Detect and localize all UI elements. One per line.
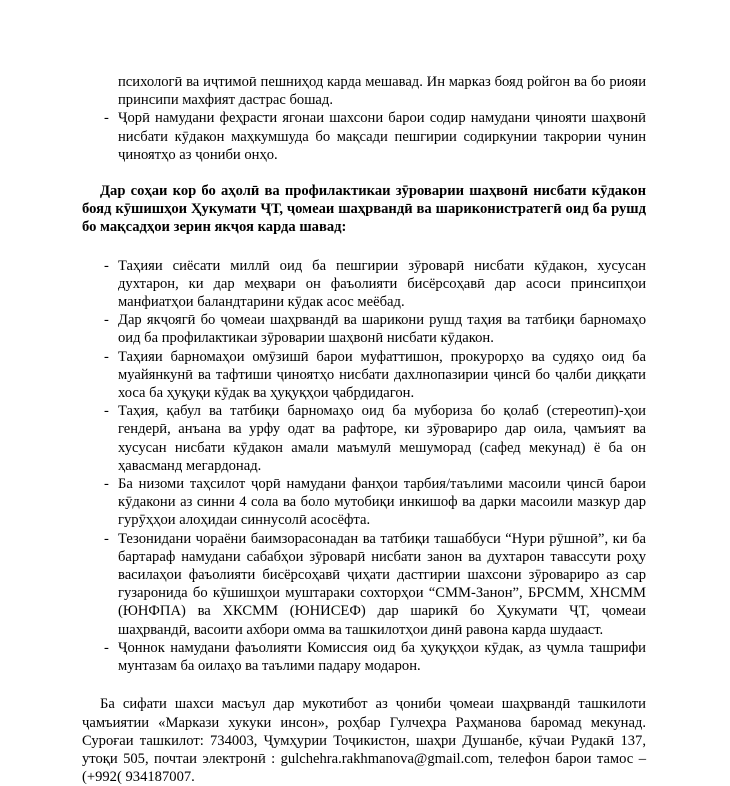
list-item (82, 348, 646, 403)
spacer (82, 237, 646, 257)
bullet-dash: - (104, 639, 109, 656)
list-item (82, 639, 646, 675)
list-item-text: Ба низоми таҳсилот ҷорӣ намудани фанҳои тарбия/таълими масоили ҷинсӣ барои кӯдакони аз синни 4 сола ва боло мутобиқи инкишоф ва дарки масоили мазкур дар гурӯҳҳои алоҳидаи синнусолӣ асосёфта. (118, 476, 646, 529)
bullet-dash: - (104, 476, 109, 493)
bullet-list-1 (82, 109, 646, 164)
bullet-list-2 (82, 257, 646, 676)
list-item (82, 530, 646, 639)
list-item (82, 475, 646, 530)
spacer (82, 675, 646, 695)
bullet-dash: - (104, 257, 109, 274)
continuation-paragraph: психологӣ ва иҷтимоӣ пешниҳод карда мешавад. Ин марказ бояд ройгон ва бо риояи принсипи махфият дастрас бошад. (118, 74, 646, 109)
bullet-dash: - (104, 312, 109, 329)
list-item-text: Таҳия, қабул ва татбиқи барномаҳо оид ба мубориза бо қолаб (стереотип)-ҳои гендерӣ, анъана ва урфу одат ва рафторе, ки зӯровариро дар оила, ҷамъият ва хусусан нисбати кӯдакон амали маъмулӣ мешуморад (сафед мекунад) ё ба он ҳавасманд мегардонад. (118, 403, 646, 474)
list-item-text: Дар якҷоягӣ бо ҷомеаи шаҳрвандӣ ва шарикони рушд таҳия ва татбиқи барномаҳо оид ба профилактикаи зӯроварии шаҳвонӣ нисбати кӯдакон. (118, 312, 646, 347)
bullet-dash: - (104, 348, 109, 365)
list-item-text: Таҳияи барномаҳои омӯзишӣ барои муфаттишон, прокурорҳо ва судяҳо оид ба муайянкунӣ ва тафтиши ҷиноятҳо нисбати дахлнопазирии ҷинсӣ бо ҷалби диққати хоса ба ҳуқуқи кӯдак ва ҳуқуқҳои ҷабрдидагон. (118, 348, 646, 402)
list-item-text: Ҷорӣ намудани феҳрасти ягонаи шахсони барои содир намудани ҷинояти шаҳвонӣ нисбати кӯдакон маҳкумшуда бо мақсади пешгирии содиркунии такрории чунин ҷиноятҳо аз ҷониби онҳо. (118, 110, 646, 163)
list-item (82, 311, 646, 347)
bullet-dash: - (104, 110, 109, 127)
list-item (82, 257, 646, 312)
bullet-dash: - (104, 403, 109, 420)
document-page (82, 73, 646, 786)
list-item (82, 402, 646, 475)
list-item-text: Тезонидани чораёни баимзорасонадан ва татбиқи ташаббуси “Нури рӯшноӣ”, ки ба бартараф намудани сабабҳои зӯроварӣ нисбати занон ва духтарон тавассути роҳу василаҳои фаъолияти бисёрсоҳавӣ ҷиҳати дастгирии шахсони зӯровариро аз сар гузаронида бо кӯшишҳои муштараки сохторҳои “СММ-Занон”, БРСММ, ХНСММ (ЮНФПА) ва ХКСММ (ЮНИСЕФ) дар шарикӣ бо Ҳукумати ҶТ, ҷомеаи шаҳрвандӣ, васоити ахбори омма ва ташкилотҳои динӣ равона карда шудааст. (118, 530, 646, 638)
section-heading: Дар соҳаи кор бо аҳолӣ ва профилактикаи зӯроварии шаҳвонӣ нисбати кӯдакон бояд кӯшишҳои Ҳукумати ҶТ, ҷомеаи шаҳрвандӣ ва шариконистратегӣ оид ба рушд бо мақсадҳои зерин якҷоя карда шавад: (82, 183, 646, 236)
closing-paragraph: Ба сифати шахси масъул дар мукотибот аз ҷониби ҷомеаи шаҳрвандӣ ташкилоти ҷамъиятии «Маркази хукуки инсон», роҳбар Гулчеҳра Раҳманова баромад мекунад. Суроғаи ташкилот: 734003, Ҷумҳурии Тоҷикистон, шаҳри Душанбе, кӯчаи Рудакӣ 137, утоқи 505, почтаи электронӣ : gulchehra.rakhmanova@gmail.com, телефон барои тамос – (+992( 934187007. (82, 696, 646, 786)
list-item-text: Таҳияи сиёсати миллӣ оид ба пешгирии зӯроварӣ нисбати кӯдакон, хусусан духтарон, ки дар меҳвари он фаъолияти бисёрсоҳавӣ дар асоси принсипҳои манфиатҳои баландтарини кӯдак асос меёбад. (118, 257, 646, 311)
spacer (82, 164, 646, 182)
list-item-text: Ҷоннок намудани фаъолияти Комиссия оид ба ҳуқуқҳои кӯдак, аз ҷумла ташрифи мунтазам ба оилаҳо ва таълими падару модарон. (118, 639, 646, 675)
bullet-dash: - (104, 530, 109, 547)
list-item (82, 109, 646, 164)
